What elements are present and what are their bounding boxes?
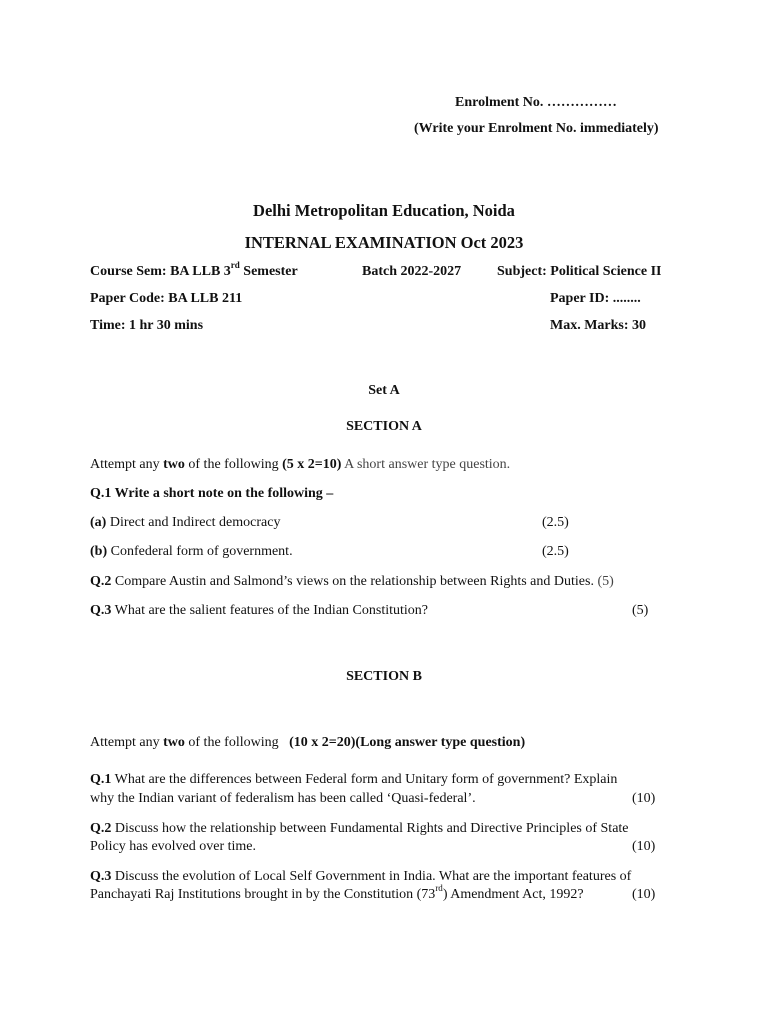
instr-b-prefix: Attempt any [90, 735, 164, 750]
section-a-q1b [90, 543, 293, 561]
q3-label: Q.3 [90, 603, 112, 618]
b-q3-line1-text: Discuss the evolution of Local Self Government in India. What are the important features of [111, 869, 632, 884]
b-q1-label: Q.1 [90, 772, 112, 787]
instr-two: two [163, 457, 185, 472]
b-q1-line1-text: What are the differences between Federal form and Unitary form of government? Explain [111, 772, 618, 787]
enrolment-note: (Write your Enrolment No. immediately) [414, 121, 659, 136]
section-a-q3 [90, 602, 428, 620]
subject: Subject: Political Science II [497, 264, 662, 279]
q2-label: Q.2 [90, 574, 112, 589]
section-a-title: SECTION A [346, 419, 422, 434]
exam-title: INTERNAL EXAMINATION Oct 2023 [244, 233, 524, 252]
b-q2-line1-text: Discuss how the relationship between Fundamental Rights and Directive Principles of State [111, 821, 629, 836]
set-label: Set A [368, 383, 400, 398]
section-a-q1-title: Q.1 Write a short note on the following – [90, 486, 334, 501]
b-q1-marks: (10) [632, 791, 656, 806]
section-b-q1-line1 [90, 771, 617, 789]
b-q3-line2-sup: rd [435, 883, 443, 894]
instr-mid: of the following [184, 457, 283, 472]
section-a-q1a [90, 514, 280, 532]
q1a-text: Direct and Indirect democracy [106, 515, 281, 530]
course-sem-suffix: Semester [239, 264, 298, 279]
q1a-label: (a) [90, 515, 107, 530]
enrolment-label: Enrolment No. [455, 95, 544, 110]
course-sem-prefix: Course Sem: BA LLB 3 [90, 264, 231, 279]
q1b-marks: (2.5) [542, 544, 569, 559]
section-b-instructions [90, 734, 525, 752]
instr-b-bold: (10 x 2=20)(Long answer type question) [289, 735, 526, 750]
q2-marks: (5) [597, 574, 614, 589]
course-sem-sup: rd [230, 260, 240, 271]
section-b-q3-line2 [90, 883, 584, 904]
instr-b-mid: of the following [184, 735, 279, 750]
q1b-text: Confederal form of government. [107, 544, 293, 559]
section-a-instructions [90, 456, 510, 474]
section-b-q1-line2: why the Indian variant of federalism has been called ‘Quasi-federal’. [90, 791, 476, 806]
enrolment-dots: …………… [546, 95, 617, 110]
paper-id: Paper ID: ........ [550, 291, 641, 306]
batch: Batch 2022-2027 [362, 264, 462, 279]
exam-time: Time: 1 hr 30 mins [90, 318, 204, 333]
section-b-q3-line1 [90, 868, 631, 886]
instr-prefix: Attempt any [90, 457, 164, 472]
q1b-label: (b) [90, 544, 108, 559]
course-semester [90, 260, 298, 281]
section-b-q2-line1 [90, 820, 629, 838]
paper-code: Paper Code: BA LLB 211 [90, 291, 243, 306]
enrolment-number-line [455, 94, 617, 112]
b-q3-line2-prefix: Panchayati Raj Institutions brought in by the Constitution (73 [90, 887, 436, 902]
q3-text: What are the salient features of the Indian Constitution? [111, 603, 428, 618]
section-a-q2 [90, 573, 614, 591]
instr-suffix: A short answer type question. [341, 457, 511, 472]
b-q2-marks: (10) [632, 839, 656, 854]
q3-marks: (5) [632, 603, 649, 618]
instr-marks: (5 x 2=10) [282, 457, 342, 472]
section-b-title: SECTION B [346, 669, 422, 684]
q1a-marks: (2.5) [542, 515, 569, 530]
b-q3-label: Q.3 [90, 869, 112, 884]
b-q2-label: Q.2 [90, 821, 112, 836]
section-b-q2-line2: Policy has evolved over time. [90, 839, 257, 854]
institution-name: Delhi Metropolitan Education, Noida [253, 201, 515, 220]
max-marks: Max. Marks: 30 [550, 318, 647, 333]
b-q3-line2-suffix: ) Amendment Act, 1992? [442, 887, 584, 902]
b-q3-marks: (10) [632, 887, 656, 902]
instr-b-two: two [163, 735, 185, 750]
q2-text: Compare Austin and Salmond’s views on the relationship between Rights and Duties. [111, 574, 594, 589]
